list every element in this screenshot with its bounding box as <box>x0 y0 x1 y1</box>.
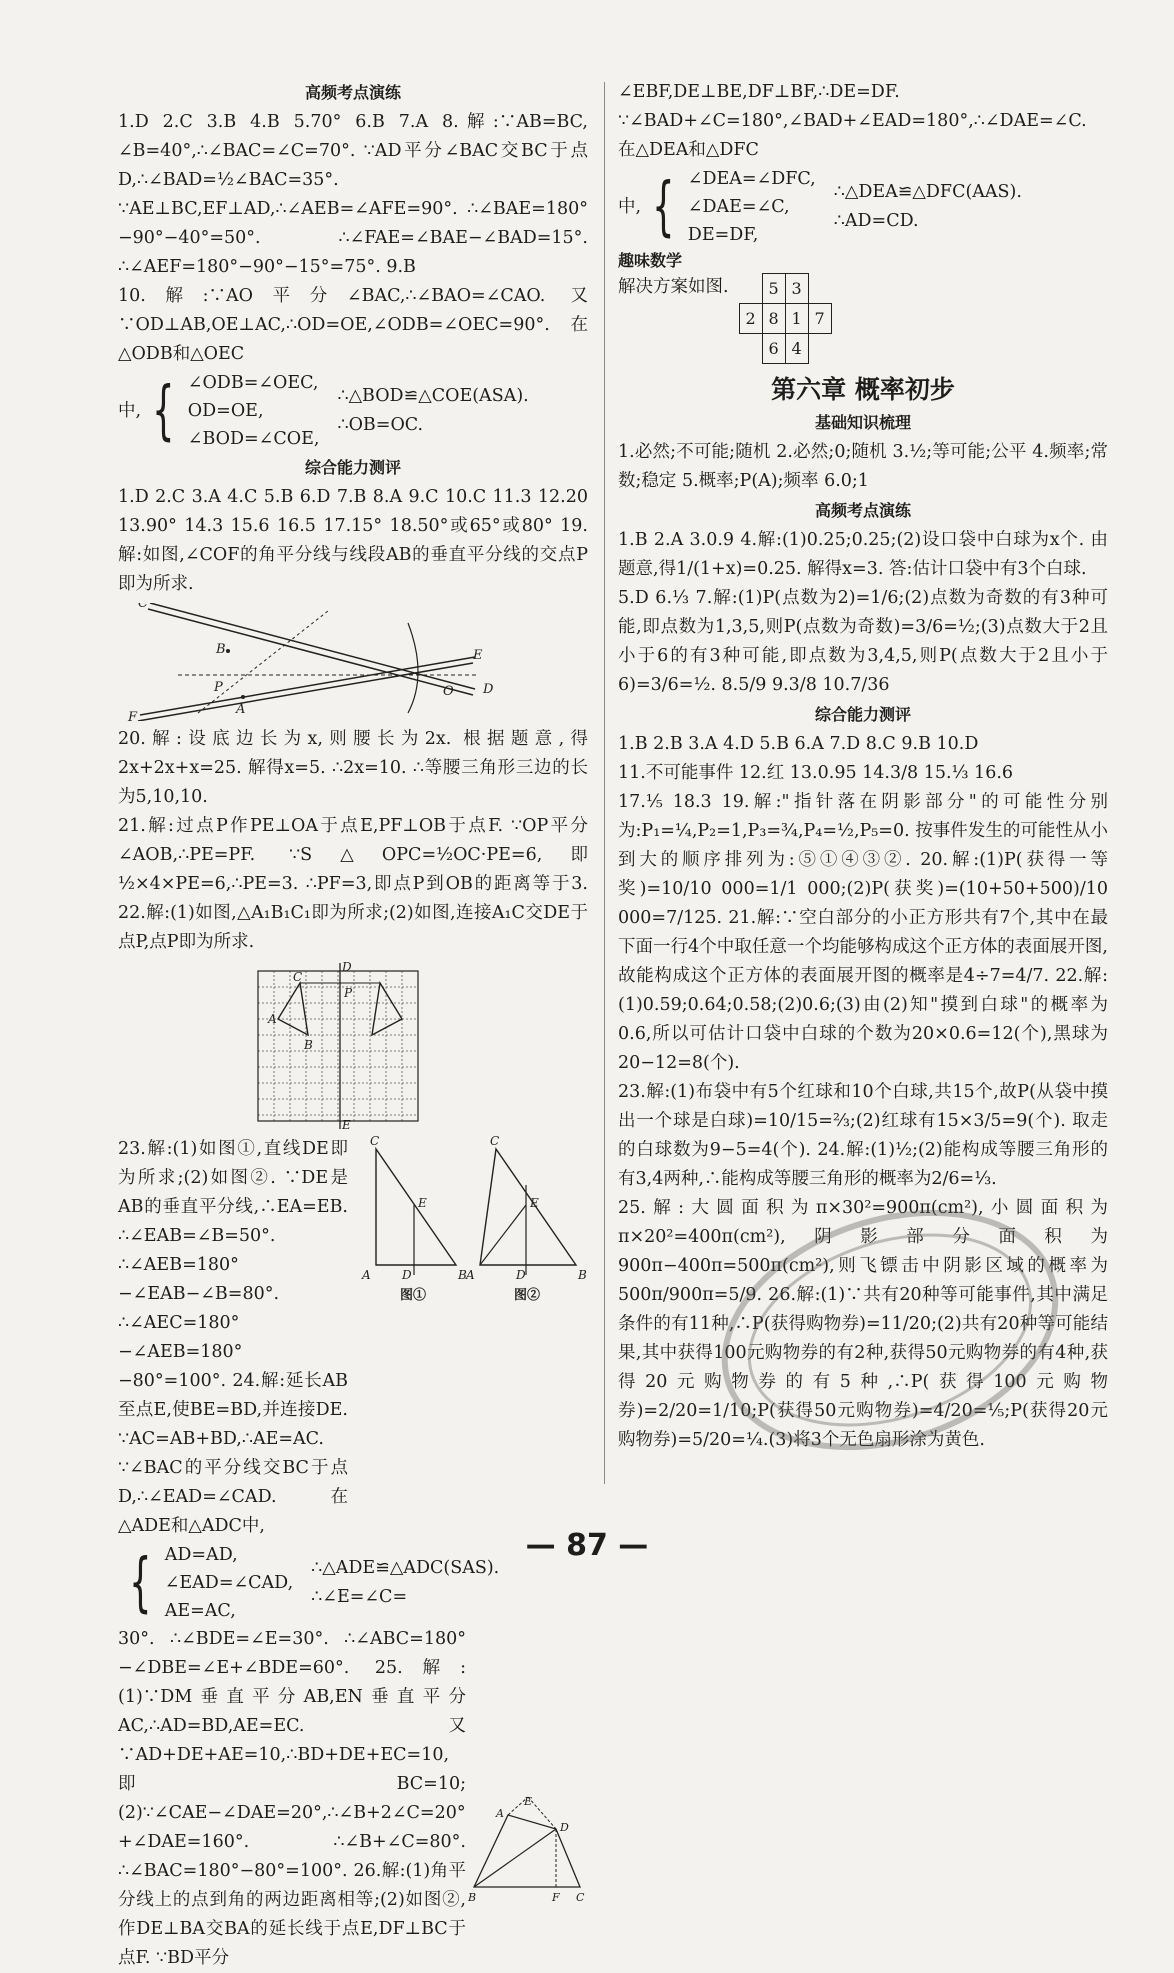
brace-line: DE=DF, <box>687 225 759 245</box>
grid-cell: 4 <box>785 334 808 364</box>
svg-text:E: E <box>473 648 483 663</box>
fun-math-text: 解决方案如图. <box>618 277 729 297</box>
svg-text:A: A <box>496 1807 504 1820</box>
q23-block <box>118 1135 588 1541</box>
grid-cell: 5 <box>762 274 785 304</box>
svg-text:A: A <box>268 1012 277 1026</box>
answer-paragraph: 21.解:过点P作PE⊥OA于点E,PF⊥OB于点F. ∵OP平分∠AOB,∴PE=PF. ∵S△OPC=½OC·PE=6,即½×4×PE=6,∴PE=3. ∴PF=3,即点P到OB的距离等于3. 22.解:(1)如图,△A₁B₁C₁即为所求;(2)如图,连接A₁C交DE于点P,点P即为所求. <box>118 816 588 952</box>
q23-triangle-diagrams <box>356 1135 588 1305</box>
q22-grid-figure <box>118 961 588 1131</box>
svg-text:E: E <box>342 1118 351 1131</box>
grid-triangle-diagram <box>118 961 588 1131</box>
brace-line: ∠BOD=∠COE, <box>187 429 320 449</box>
svg-text:E: E <box>530 1196 539 1210</box>
svg-text:C: C <box>293 970 303 984</box>
svg-text:D: D <box>342 961 352 974</box>
answer-paragraph: 1.D 2.C 3.B 4.B 5.70° 6.B 7.A 8.解:∵AB=BC, ∠B=40°,∴∠BAC=∠C=70°. ∵AD平分∠BAC交BC于点D,∴∠BAD=½∠BAC=35°. ∵AE⊥BC,EF⊥AD,∴∠AEB=∠AFE=90°. ∴∠BAE=180°−90°−40°=50°. ∴∠FAE=∠BAE−∠BAD=15°. ∴∠AEF=180°−90°−15°=75°. 9.B <box>118 112 588 277</box>
answer-paragraph: 23.解:(1)如图①,直线DE即为所求;(2)如图②. ∵DE是AB的垂直平分线,∴EA=EB. ∴∠EAB=∠B=50°. ∴∠AEB=180°−∠EAB−∠B=80°. ∴∠AEC=180°−∠AEB=180°−80°=100°. 24.解:延长AB至点E,使BE=BD,并连接DE. ∵AC=AB+BD,∴AE=AC. ∵∠BAC的平分线交BC于点D,∴∠EAD=∠CAD. 在△ADE和△ADC中, <box>118 1139 348 1536</box>
svg-text:E: E <box>524 1795 533 1808</box>
brace-line: ∠DAE=∠C, <box>687 197 790 217</box>
svg-text:D: D <box>483 682 494 697</box>
brace-system <box>118 369 588 453</box>
svg-text:C: C <box>490 1135 500 1148</box>
answer-paragraph: 1.B 2.A 3.0.9 4.解:(1)0.25;0.25;(2)设口袋中白球为x个. 由题意,得1/(1+x)=0.25. 解得x=3. 答:估计口袋中有3个白球. <box>618 530 1108 579</box>
chapter-title: 第六章 概率初步 <box>771 375 955 404</box>
grid-cell: 2 <box>739 304 762 334</box>
svg-text:A: A <box>362 1268 371 1282</box>
svg-text:C: C <box>576 1891 585 1904</box>
answer-paragraph: 20.解:设底边长为x,则腰长为2x. 根据题意,得2x+2x+x=25. 解得x=5. ∴2x=10. ∴等腰三角形三边的长为5,10,10. <box>118 729 588 807</box>
answer-paragraph: 10.解:∵AO平分∠BAC,∴∠BAO=∠CAO. 又∵OD⊥AB,OE⊥AC,∴OD=OE,∠ODB=∠OEC=90°. 在△ODB和△OEC <box>118 286 588 364</box>
svg-text:F: F <box>552 1891 560 1904</box>
brace-line: ∠DEA=∠DFC, <box>687 169 816 189</box>
page-number: — 87 — <box>525 1528 649 1563</box>
svg-text:A: A <box>236 702 246 717</box>
grid-cell: 6 <box>762 334 785 364</box>
svg-text:O: O <box>443 684 454 699</box>
grid-cell: 7 <box>808 304 831 334</box>
answer-paragraph: ∠EBF,DE⊥BE,DF⊥BF,∴DE=DF. ∵∠BAD+∠C=180°,∠BAD+∠EAD=180°,∴∠DAE=∠C. 在△DEA和△DFC <box>618 82 1087 160</box>
section-title: 综合能力测评 <box>814 705 911 724</box>
q26-quadrilateral-diagram <box>468 1795 588 1905</box>
answer-paragraph: 1.B 2.B 3.A 4.D 5.B 6.A 7.D 8.C 9.B 10.D <box>618 734 979 754</box>
left-column <box>118 78 588 1973</box>
answer-paragraph: 1.必然;不可能;随机 2.必然;0;随机 3.½;等可能;公平 4.频率;常数;稳定 5.概率;P(A);频率 6.0;1 <box>618 442 1108 491</box>
grid-cell: 8 <box>762 304 785 334</box>
answer-paragraph: 23.解:(1)布袋中有5个红球和10个白球,共15个,故P(从袋中摸出一个球是白球)=10/15=⅔;(2)红球有15×3/5=9(个). 取走的白球数为9−5=4(个). 24.解:(1)½;(2)能构成等腰三角形的有3,4两种,∴能构成等腰三角形的概率为2/6=⅓. <box>618 1082 1108 1189</box>
q19-figure <box>118 603 588 721</box>
grid-cell: 1 <box>785 304 808 334</box>
brace-line: ∠ODB=∠OEC, <box>187 373 319 393</box>
left-brace-icon: { <box>652 170 675 244</box>
brace-prefix: 中, <box>618 196 642 217</box>
svg-text:C: C <box>138 603 148 611</box>
svg-text:D: D <box>516 1268 526 1282</box>
answer-paragraph: 11.不可能事件 12.红 13.0.95 14.3/8 15.⅓ 16.6 <box>618 763 1014 783</box>
section-subtitle: 趣味数学 <box>618 251 683 270</box>
svg-text:B: B <box>216 642 226 657</box>
fun-math-block <box>618 273 1108 364</box>
brace-line: ∠EAD=∠CAD, <box>164 1573 294 1593</box>
answer-paragraph: 25.解:大圆面积为π×30²=900π(cm²),小圆面积为π×20²=400π(cm²),阴影部分面积为900π−400π=500π(cm²),则飞镖击中阴影区域的概率为500π/900π=5/9. 26.解:(1)∵共有20种等可能事件,其中满足条件的有11种,∴P(获得购物券)=11/20;(2)共有20种等可能结果,其中获得100元购物券的有2种,获得50元购物券的有4种,获得20元购物券的有5种,∴P(获得100元购物券)=2/20=1/10;P(获得50元购物券)=4/20=⅕;P(获得20元购物券)=5/20=¼.(3)将3个无色扇形涂为黄色. <box>618 1198 1108 1450</box>
svg-text:F: F <box>128 710 138 721</box>
brace-suffix: ∴△ADE≌△ADC(SAS). ∴∠E=∠C= <box>311 1558 500 1607</box>
svg-text:D: D <box>402 1268 412 1282</box>
answer-paragraph: 1.D 2.C 3.A 4.C 5.B 6.D 7.B 8.A 9.C 10.C 11.3 12.20 13.90° 14.3 15.6 16.5 17.15° 18.50°或65°或80° 19.解:如图,∠COF的角平分线与线段AB的垂直平分线的交点P即为所求. <box>118 487 588 594</box>
left-brace-icon: { <box>129 1546 152 1620</box>
svg-text:D: D <box>560 1821 569 1834</box>
figure-caption: 图② <box>514 1288 541 1303</box>
section-title: 高频考点演练 <box>814 501 911 520</box>
answer-paragraph: 30°. ∴∠BDE=∠E=30°. ∴∠ABC=180°−∠DBE=∠E+∠BDE=60°. 25.解:(1)∵DM垂直平分AB,EN垂直平分AC,∴AD=BD,AE=EC. 又∵AD+DE+AE=10,∴BD+DE+EC=10,即BC=10;(2)∵∠CAE−∠DAE=20°,∴∠B+2∠C=20°+∠DAE=160°. ∴∠B+∠C=80°. ∴∠BAC=180°−80°=100°. 26.解:(1)角平分线上的点到角的两边距离相等;(2)如图②,作DE⊥BA交BA的延长线于点E,DF⊥BC于点F. ∵BD平分 <box>118 1629 466 1968</box>
svg-text:P: P <box>344 986 353 1000</box>
q23-text <box>118 1135 348 1541</box>
left-brace-icon: { <box>152 374 175 448</box>
cube-net-grid <box>739 273 832 364</box>
answer-paragraph: 17.⅕ 18.3 19.解:"指针落在阴影部分"的可能性分别为:P₁=¼,P₂=1,P₃=¾,P₄=½,P₅=0. 按事件发生的可能性从小到大的顺序排列为:⑤①④③②. 20.解:(1)P(获得一等奖)=10/10 000=1/1 000;(2)P(获奖)=(10+50+500)/10 000=7/125. 21.解:∵空白部分的小正方形共有7个,其中在最下面一行4个中取任意一个均能够构成这个正方体的表面展开图,故能构成这个正方体的表面展开图的概率是4÷7=4/7. 22.解:(1)0.59;0.64;0.58;(2)0.6;(3)由(2)知"摸到白球"的概率为0.6,所以可估计口袋中白球的个数为20×0.6=12(个),黑球为20−12=8(个). <box>618 792 1108 1073</box>
svg-text:B: B <box>468 1891 477 1904</box>
brace-suffix: ∴△DEA≌△DFC(AAS). ∴AD=CD. <box>833 182 1022 231</box>
answer-paragraph: 5.D 6.⅓ 7.解:(1)P(点数为2)=1/6;(2)点数为奇数的有3种可能,即点数为1,3,5,则P(点数为奇数)=3/6=½;(3)点数大于2且小于6的有3种可能,即点数为3,4,5,则P(点数大于2且小于6)=3/6=½. 8.5/9 9.3/8 10.7/36 <box>618 588 1108 695</box>
svg-text:B: B <box>578 1268 587 1282</box>
svg-text:B: B <box>458 1268 467 1282</box>
brace-line: AD=AD, <box>164 1545 238 1565</box>
watermark-stamp <box>700 1180 1080 1480</box>
brace-system <box>618 165 1108 249</box>
section-title: 综合能力测评 <box>304 458 401 477</box>
grid-cell: 3 <box>785 274 808 304</box>
brace-prefix: 中, <box>118 400 142 421</box>
angle-bisector-diagram <box>118 603 588 721</box>
brace-line: AE=AC, <box>164 1601 236 1621</box>
column-divider <box>604 82 605 1484</box>
svg-text:E: E <box>418 1196 427 1210</box>
brace-suffix: ∴△BOD≌△COE(ASA). ∴OB=OC. <box>337 386 529 435</box>
svg-text:A: A <box>466 1268 475 1282</box>
svg-text:B: B <box>304 1038 313 1052</box>
brace-line: OD=OE, <box>187 401 264 421</box>
svg-text:P: P <box>214 680 223 695</box>
section-title: 高频考点演练 <box>304 83 401 102</box>
figure-caption: 图① <box>400 1288 427 1303</box>
svg-text:C: C <box>370 1135 380 1148</box>
section-title: 基础知识梳理 <box>814 413 911 432</box>
